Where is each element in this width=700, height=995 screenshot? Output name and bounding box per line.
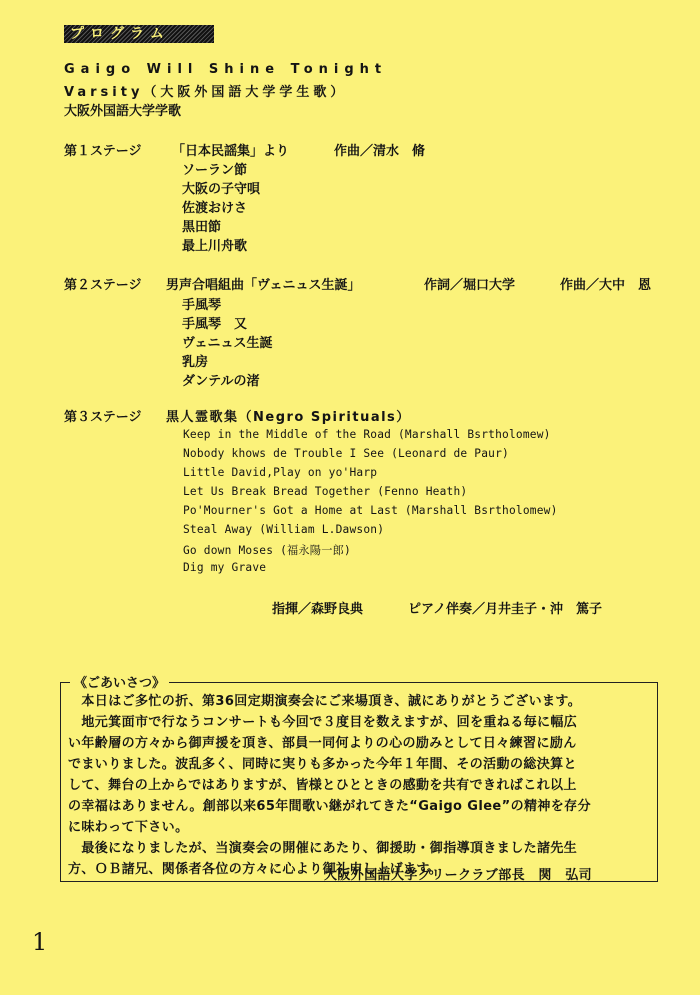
greeting-line: の幸福はありません。創部以来65年間歌い継がれてきた“Gaigo Glee”の精神を存分 [68,799,591,814]
stage2-item: 乳房 [182,355,209,370]
conductor-credit: 指揮／森野良典 [272,602,364,617]
greeting-line: 地元箕面市で行なうコンサートも今回で３度目を数えますが、回を重ねる毎に幅広 [68,715,578,730]
program-heading: プログラム [64,25,214,43]
stage3-song: Dig my Grave [183,561,267,574]
stage1-item: 最上川舟歌 [182,239,248,254]
stage2-item: ダンテルの渚 [182,374,260,389]
stage1-item: 大阪の子守唄 [182,182,261,197]
song-varsity: Varsity（大阪外国語大学学生歌） [64,85,348,100]
greeting-line: 最後になりましたが、当演奏会の開催にあたり、御援助・御指導頂きました諸先生 [68,841,578,856]
stage3-label: 第３ステージ [64,410,142,425]
piano-credit: ピアノ伴奏／月井圭子・沖 篤子 [408,602,602,617]
stage2-label: 第２ステージ [64,278,142,293]
stage3-title: 黒人霊歌集（Negro Spirituals） [166,410,411,425]
stage2-title: 男声合唱組曲「ヴェニュス生誕」 [166,278,361,293]
stage1-title: 「日本民謡集」より [172,144,290,159]
stage2-item: 手風琴 又 [182,317,248,332]
song-university-anthem: 大阪外国語大学学歌 [64,104,182,119]
stage3-song: Steal Away (William L.Dawson) [183,523,385,536]
stage3-song: Little David,Play on yo'Harp [183,466,378,479]
stage3-song: Let Us Break Bread Together (Fenno Heath) [183,485,468,498]
stage1-item: 黒田節 [182,220,222,235]
stage1-composer: 作曲／清水 脩 [334,144,426,159]
greeting-line: 方、ＯＢ諸兄、関係者各位の方々に心より御礼申し上げます。 [68,862,443,877]
stage3-song: Go down Moses (福永陽一郎) [183,544,351,557]
stage1-item: 佐渡おけさ [182,201,248,216]
greeting-line: い年齢層の方々から御声援を頂き、部員一同何よりの心の励みとして日々練習に励ん [68,736,577,751]
greeting-line: に味わって下さい。 [68,820,189,835]
greeting-title: 《ごあいさつ》 [70,672,169,691]
stage3-song: Nobody khows de Trouble I See (Leonard de Paur) [183,447,509,460]
stage2-composer: 作曲／大中 恩 [560,278,652,293]
greeting-signature: 大阪外国語大学グリークラブ部長 関 弘司 [324,868,593,883]
song-gaigo-will-shine: Gaigo Will Shine Tonight [64,62,388,77]
stage2-lyricist: 作詞／堀口大学 [424,278,516,293]
stage2-item: 手風琴 [182,298,222,313]
stage1-item: ソーラン節 [182,163,248,178]
stage3-song: Po'Mourner's Got a Home at Last (Marshall Bsrtholomew) [183,504,558,517]
page-number: 1 [32,928,48,956]
greeting-line: 本日はご多忙の折、第36回定期演奏会にご来場頂き、誠にありがとうございます。 [68,694,582,709]
greeting-line: して、舞台の上からではありますが、皆様とひとときの感動を共有できればこれ以上 [68,778,577,793]
stage2-item: ヴェニュス生誕 [182,336,273,351]
stage3-song: Keep in the Middle of the Road (Marshall Bsrtholomew) [183,428,551,441]
greeting-line: でまいりました。波乱多く、同時に実りも多かった今年１年間、その活動の総決算と [68,757,577,772]
stage1-label: 第１ステージ [64,144,142,159]
